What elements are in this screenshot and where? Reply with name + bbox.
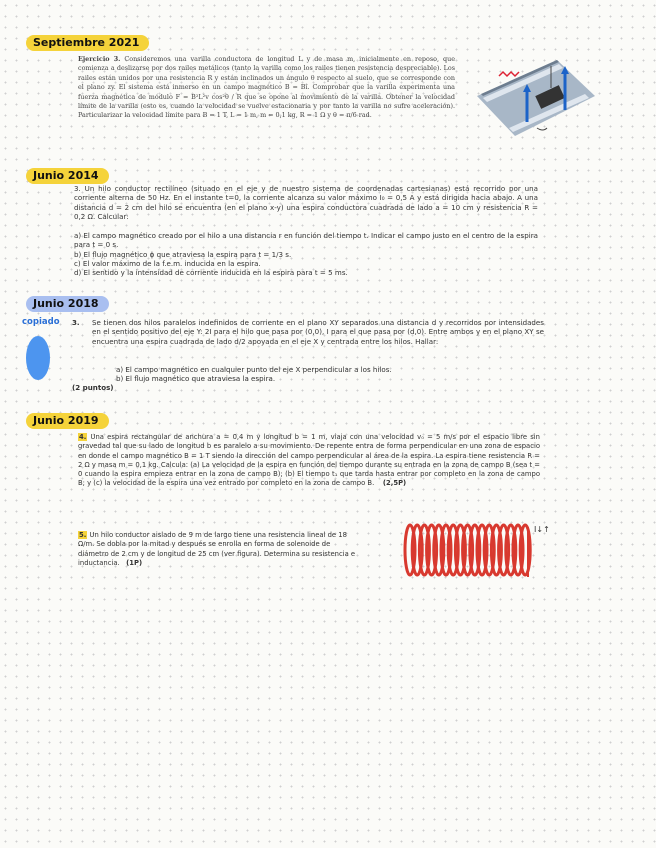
problem-4-text: Una espira rectangular de anchura a = 0,4 m y longitud b = 1 m, viaja con una velocidad v₀ = 5 m/s por el espacio libre sin gravedad tal que su lado de longitud b es paralelo a su movimiento. De repente entra de forma perpendicular en una zona de espacio en donde el campo magnético B = 1 T siendo la dirección del campo perpendicular al área de la espira. La espira tiene resistencia R = 2 Ω y masa m = 0,1 kg. Calcula: (a) La velocidad de la espira en función del tiempo durante su entrada en la zona de campo B (sea t = 0 cuando la espira empieza entrar en la zona de campo B); (b) El tiempo t₁ que tarda hasta entrar por completo en la zona de campo B; y (c) la velocidad de la espira una vez entrado por completo en la zona de campo B.: [78, 433, 540, 488]
section-label-junio-2018: Junio 2018: [26, 296, 109, 312]
exercise-junio-2014-d: d) El sentido y la intensidad de corriente inducida en la espira para t = 5 ms.: [74, 268, 348, 277]
exercise-junio-2019-5: [78, 531, 361, 568]
exercise-junio-2018-points: (2 puntos): [72, 383, 114, 392]
solenoid-figure: [400, 519, 550, 581]
exercise-junio-2014-intro: 3. Un hilo conductor rectilíneo (situado en el eje y de nuestro sistema de coordenadas cartesianas) está recorrido por una corriente alterna de 50 Hz. En el instante t=0, la corriente alcanza su valor máximo I₀ = 0,5 A y está dirigida hacia abajo. A una distancia d = 2 cm del hilo se encuentra (en el plano x-y) una espira conductora cuadrada de lado a = 10 cm y resistencia R = 0,2 Ω. Calcular:: [74, 184, 538, 222]
exercise-junio-2014-c: c) El valor máximo de la f.e.m. inducida en la espira.: [74, 259, 261, 268]
problem-5-points: (1P): [126, 558, 143, 567]
exercise-junio-2018-number: 3.: [72, 318, 80, 327]
exercise-junio-2018-b: b) El flujo magnético que atraviesa la espira.: [116, 374, 276, 383]
section-label-junio-2014: Junio 2014: [26, 168, 109, 184]
section-label-junio-2019: Junio 2019: [26, 413, 109, 429]
exercise-junio-2014-b: b) El flujo magnético ϕ que atraviesa la espira para t = 1/3 s.: [74, 250, 292, 259]
exercise-number: Ejercicio 3.: [78, 55, 121, 63]
exercise-junio-2019-4: [78, 433, 540, 489]
blue-marker: [26, 336, 50, 380]
problem-4-number: 4.: [79, 433, 87, 441]
current-arrows-label: I↓↑: [534, 525, 550, 534]
exercise-septiembre-2021: [78, 55, 455, 121]
exercise-text: Consideremos una varilla conductora de longitud L y de masa m, inicialmente en reposo, que comienza a deslizarse por dos railes metálicos (tanto la varilla como los railes tienen resistencia despreciable). Los railes están unidos por una resistencia R y están inclinados un ángulo θ respecto al suelo, que se corresponde con el plano zy. El sistema está inmerso en un campo magnético B = Bî. Comprobar que la varilla experimenta una fuerza magnética de módulo F = B²L²v cos²θ / R que se opone al movimiento de la varilla. Obtener la velocidad límite de la varilla (esto es, cuando la velocidad se vuelve estacionaria y por tanto la varilla no sufre aceleración). Particularizar la velocidad límite para B = 1 T, L = 1 m, m = 0,1 kg, R = 1 Ω y θ = π/6 rad.: [78, 55, 455, 120]
copiado-note: copiado: [22, 317, 60, 327]
problem-5-text: Un hilo conductor aislado de 9 m de largo tiene una resistencia lineal de 18 Ω/m. Se dobla por la mitad y después se enrolla en forma de solenoide de diámetro de 2 cm y de longitud de 25 cm (ver figura). Determina su resistencia e inductancia.: [78, 531, 356, 567]
rails-figure: [477, 52, 597, 140]
problem-5-number: 5.: [79, 531, 87, 539]
exercise-junio-2018-a: a) El campo magnético en cualquier punto del eje X perpendicular a los hilos.: [116, 365, 392, 374]
exercise-junio-2014-a: a) El campo magnético creado por el hilo a una distancia r en función del tiempo t. Indicar el campo justo en el centro de la espira para t = 0 s.: [74, 231, 538, 250]
exercise-junio-2018-intro: Se tienen dos hilos paralelos indefinidos de corriente en el plano XY separados una distancia d y recorridos por intensidades en el sentido positivo del eje Y: 2I para el hilo que pasa por (0,0), I para el que pasa por (d,0). Entre ambos y en el plano XY se encuentra una espira cuadrada de lado d/2 apoyada en el eje X y centrada entre los hilos. Hallar:: [92, 318, 544, 346]
problem-4-points: (2,5P): [382, 479, 407, 488]
section-label-septiembre-2021: Septiembre 2021: [26, 35, 149, 51]
